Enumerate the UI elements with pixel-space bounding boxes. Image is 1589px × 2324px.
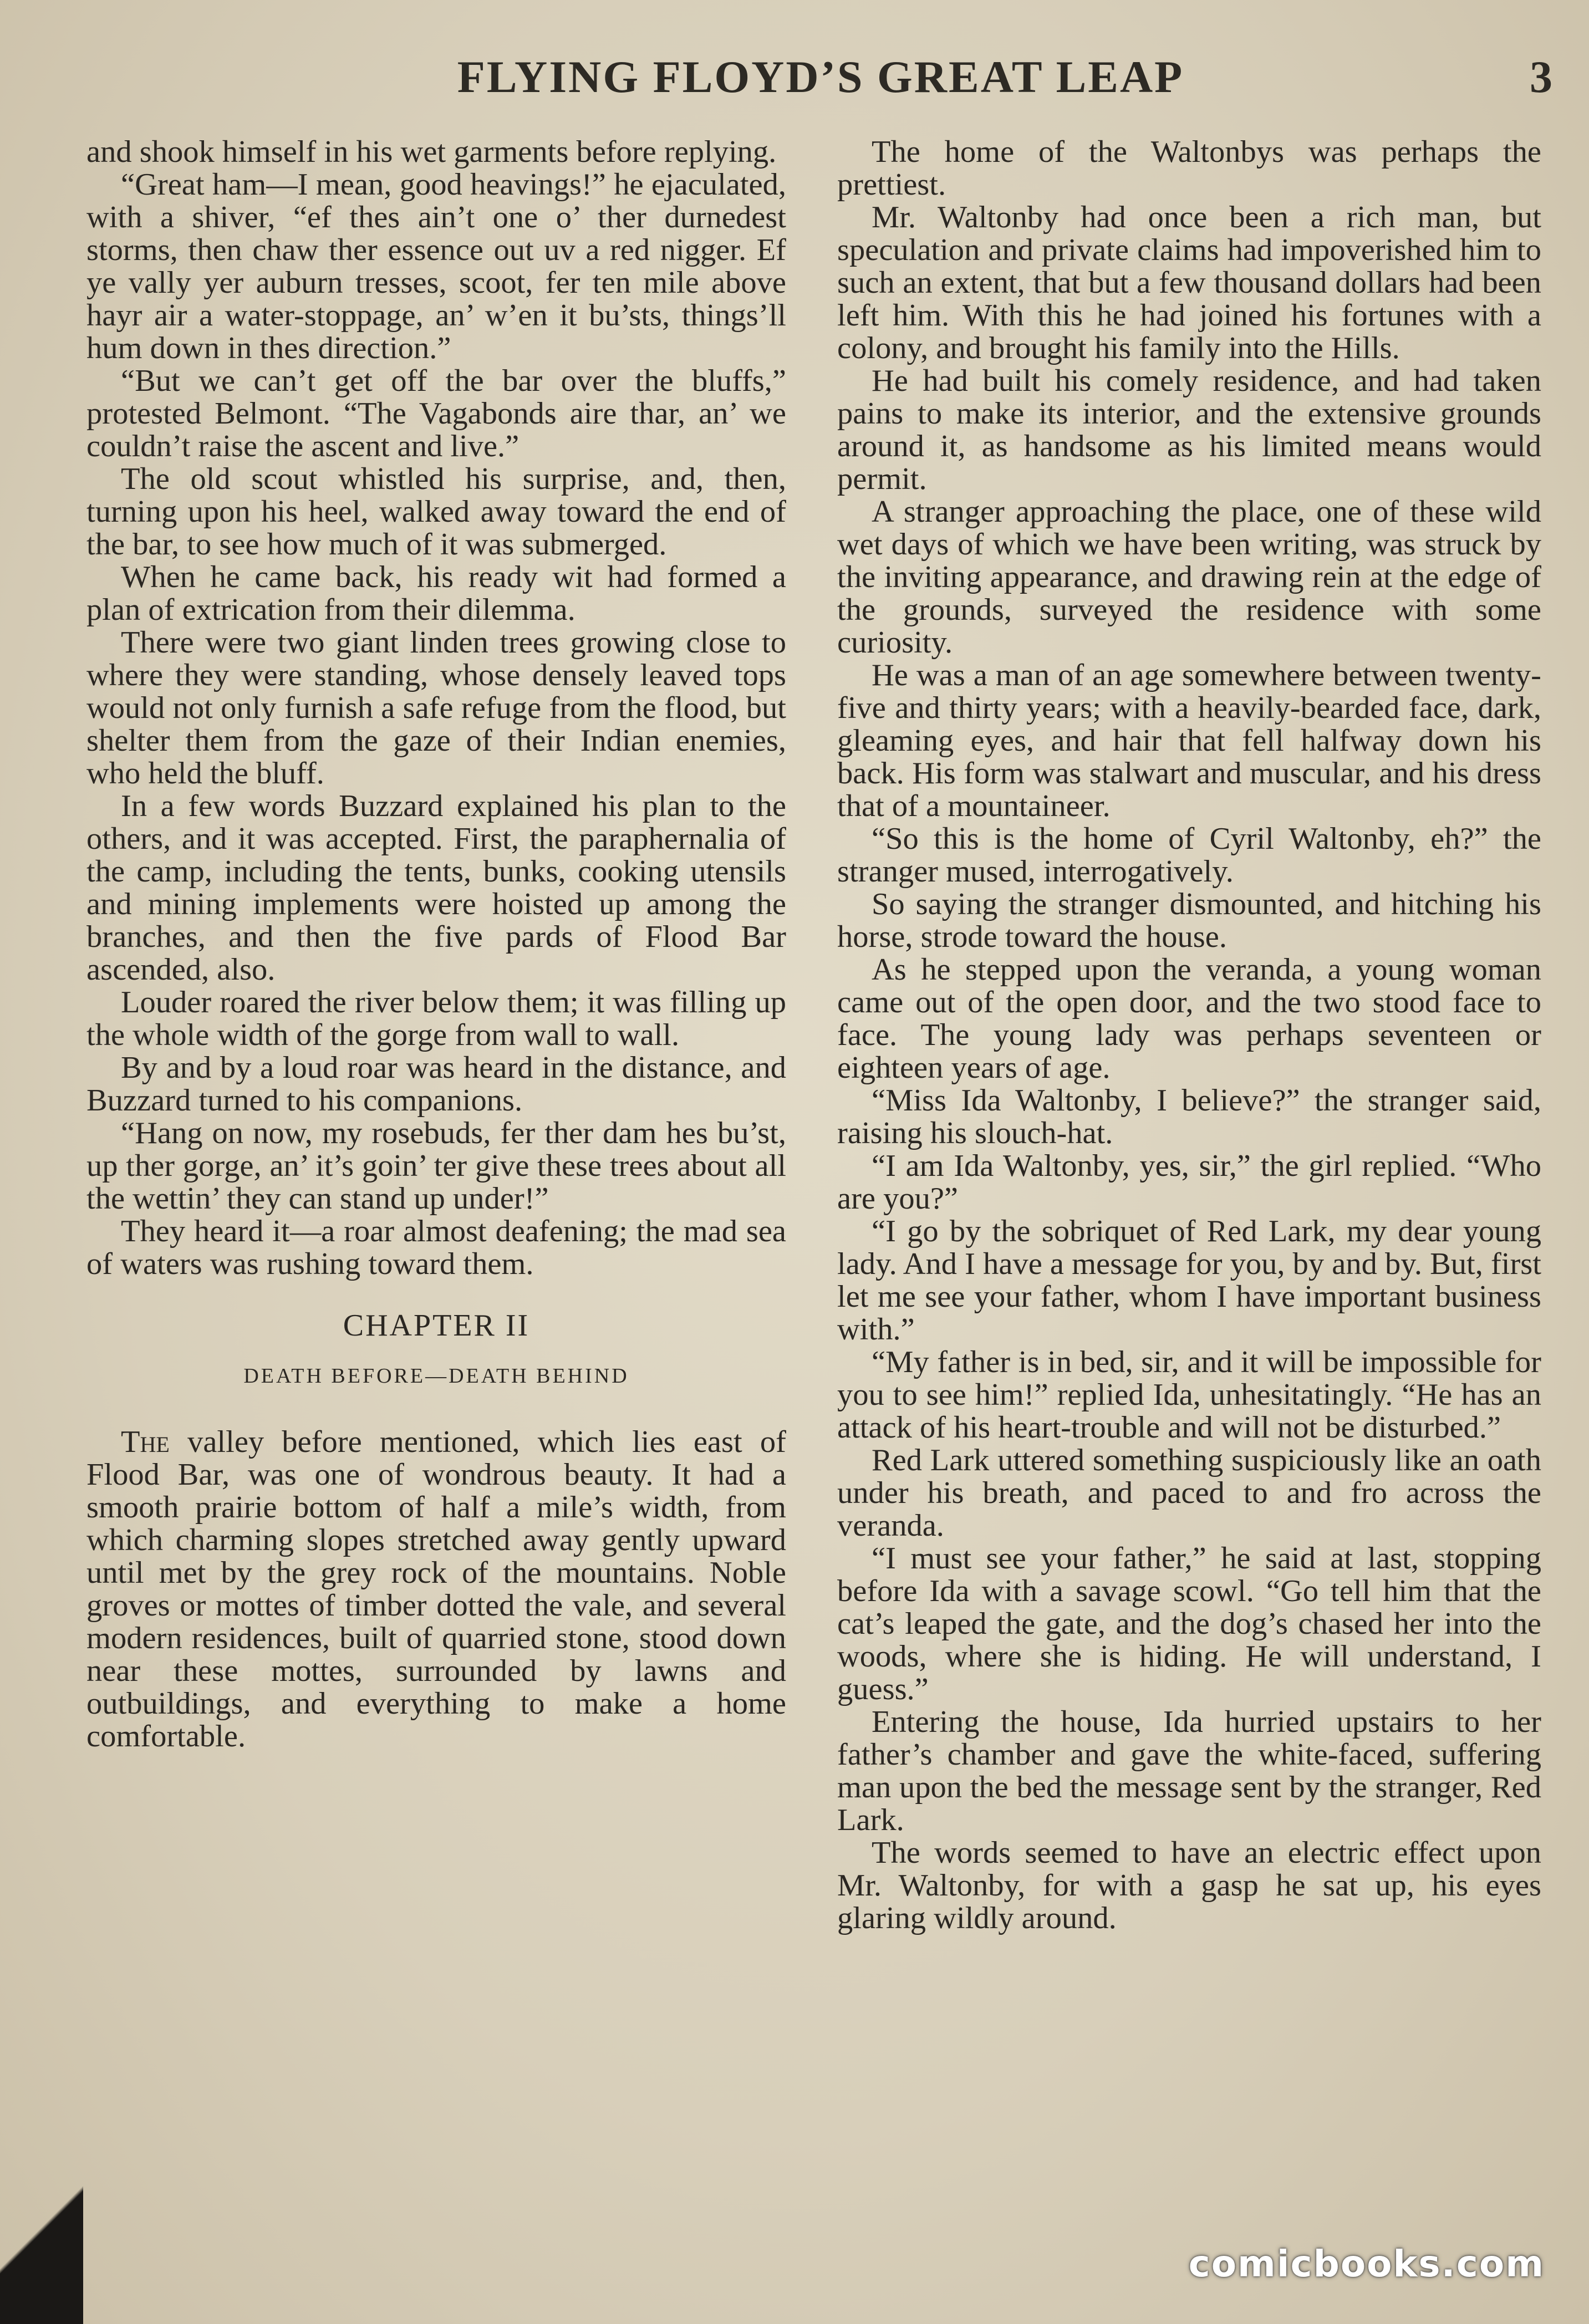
- paragraph: The home of the Waltonbys was perhaps the prettiest.: [837, 135, 1541, 202]
- paragraph: “My father is in bed, sir, and it will be impossible for you to see him!” replied Ida, unhesitatingly. “He has an attack of his heart-trouble and will not be disturbed.”: [837, 1345, 1541, 1445]
- chapter-opening-paragraph: [86, 1426, 786, 1753]
- paragraph: Red Lark uttered something suspiciously like an oath under his breath, and paced to and fro across the veranda.: [837, 1443, 1541, 1543]
- paragraph: “I am Ida Waltonby, yes, sir,” the girl replied. “Who are you?”: [837, 1149, 1541, 1216]
- paragraph: So saying the stranger dismounted, and hitching his horse, strode toward the house.: [837, 887, 1541, 954]
- paragraph: As he stepped upon the veranda, a young woman came out of the open door, and the two stood face to face. The young lady was perhaps seventeen or eighteen years of age.: [837, 952, 1541, 1085]
- paragraph: “Great ham—I mean, good heavings!” he ejaculated, with a shiver, “ef thes ain’t one o’ ther durnedest storms, then chaw ther essence out uv a red nigger. Ef ye vally yer auburn tresses, scoot, fer ten mile above hayr air a water-stoppage, an’ w’en it bu’sts, things’ll hum down in thes direction.”: [86, 167, 786, 365]
- page-number: 3: [1530, 52, 1552, 102]
- paragraph: In a few words Buzzard explained his plan to the others, and it was accepted. First, the paraphernalia of the camp, including the tents, bunks, cooking utensils and mining implements were hoisted up among the branches, and then the five pards of Flood Bar ascended, also.: [86, 789, 786, 987]
- paragraph: They heard it—a roar almost deafening; the mad sea of waters was rushing toward them.: [86, 1214, 786, 1281]
- running-title: FLYING FLOYD’S GREAT LEAP: [457, 52, 1184, 102]
- page-corner-shadow: [0, 2141, 83, 2324]
- paragraph: Mr. Waltonby had once been a rich man, but speculation and private claims had impoverished him to such an extent, that but a few thousand dollars had been left him. With this he had joined his fortunes with a colony, and brought his family into the Hills.: [837, 200, 1541, 365]
- paragraph: “Miss Ida Waltonby, I believe?” the stranger said, raising his slouch-hat.: [837, 1083, 1541, 1150]
- chapter-first-word: The: [121, 1425, 170, 1459]
- paragraph: “I go by the sobriquet of Red Lark, my dear young lady. And I have a message for you, by and by. But, first let me see your father, whom I have important business with.”: [837, 1214, 1541, 1347]
- watermark: comicbooks.com: [1188, 2243, 1545, 2285]
- paragraph: He had built his comely residence, and had taken pains to make its interior, and the extensive grounds around it, as handsome as his limited means would permit.: [837, 364, 1541, 496]
- paragraph: By and by a loud roar was heard in the distance, and Buzzard turned to his companions.: [86, 1051, 786, 1118]
- paragraph: “I must see your father,” he said at last, stopping before Ida with a savage scowl. “Go tell him that the cat’s leaped the gate, and the dog’s chased her into the woods, where she is hiding. He will understand, I guess.”: [837, 1541, 1541, 1706]
- running-header: [89, 51, 1552, 118]
- paragraph: He was a man of an age somewhere between twenty-five and thirty years; with a heavily-bearded face, dark, gleaming eyes, and hair that fell halfway down his back. His form was stalwart and muscular, and his dress that of a mountaineer.: [837, 658, 1541, 823]
- paragraph: “Hang on now, my rosebuds, fer ther dam hes bu’st, up ther gorge, an’ it’s goin’ ter give these trees about all the wettin’ they can stand up under!”: [86, 1116, 786, 1216]
- left-column: [86, 136, 786, 1753]
- paragraph: Louder roared the river below them; it was filling up the whole width of the gorge from wall to wall.: [86, 985, 786, 1052]
- paragraph: “But we can’t get off the bar over the bluffs,” protested Belmont. “The Vagabonds aire thar, an’ we couldn’t raise the ascent and live.”: [86, 364, 786, 463]
- paragraph: When he came back, his ready wit had formed a plan of extrication from their dilemma.: [86, 560, 786, 627]
- paragraph: The words seemed to have an electric effect upon Mr. Waltonby, for with a gasp he sat up, his eyes glaring wildly around.: [837, 1836, 1541, 1935]
- paragraph: and shook himself in his wet garments before replying.: [86, 135, 777, 169]
- chapter-subtitle: DEATH BEFORE—DEATH BEHIND: [243, 1364, 629, 1388]
- paragraph: The old scout whistled his surprise, and, then, turning upon his heel, walked away toward the end of the bar, to see how much of it was submerged.: [86, 462, 786, 562]
- right-column: [837, 136, 1541, 1935]
- paragraph: “So this is the home of Cyril Waltonby, eh?” the stranger mused, interrogatively.: [837, 822, 1541, 889]
- paragraph: There were two giant linden trees growing close to where they were standing, whose densely leaved tops would not only furnish a safe refuge from the flood, but shelter them from the gaze of their Indian enemies, who held the bluff.: [86, 625, 786, 791]
- paragraph: A stranger approaching the place, one of these wild wet days of which we have been writing, was struck by the inviting appearance, and drawing rein at the edge of the grounds, surveyed the residence with some curiosity.: [837, 495, 1541, 660]
- paragraph: Entering the house, Ida hurried upstairs to her father’s chamber and gave the white-faced, suffering man upon the bed the message sent by the stranger, Red Lark.: [837, 1705, 1541, 1837]
- chapter-opening-text: valley before mentioned, which lies east of Flood Bar, was one of wondrous beauty. It had a smooth prairie bottom of half a mile’s width, from which charming slopes stretched away gently upward until met by the grey rock of the mountains. Noble groves or mottes of timber dotted the vale, and several modern residences, built of quarried stone, stood down near these mottes, surrounded by lawns and outbuildings, and everything to make a home comfortable.: [86, 1425, 786, 1754]
- chapter-heading: CHAPTER II: [343, 1308, 530, 1343]
